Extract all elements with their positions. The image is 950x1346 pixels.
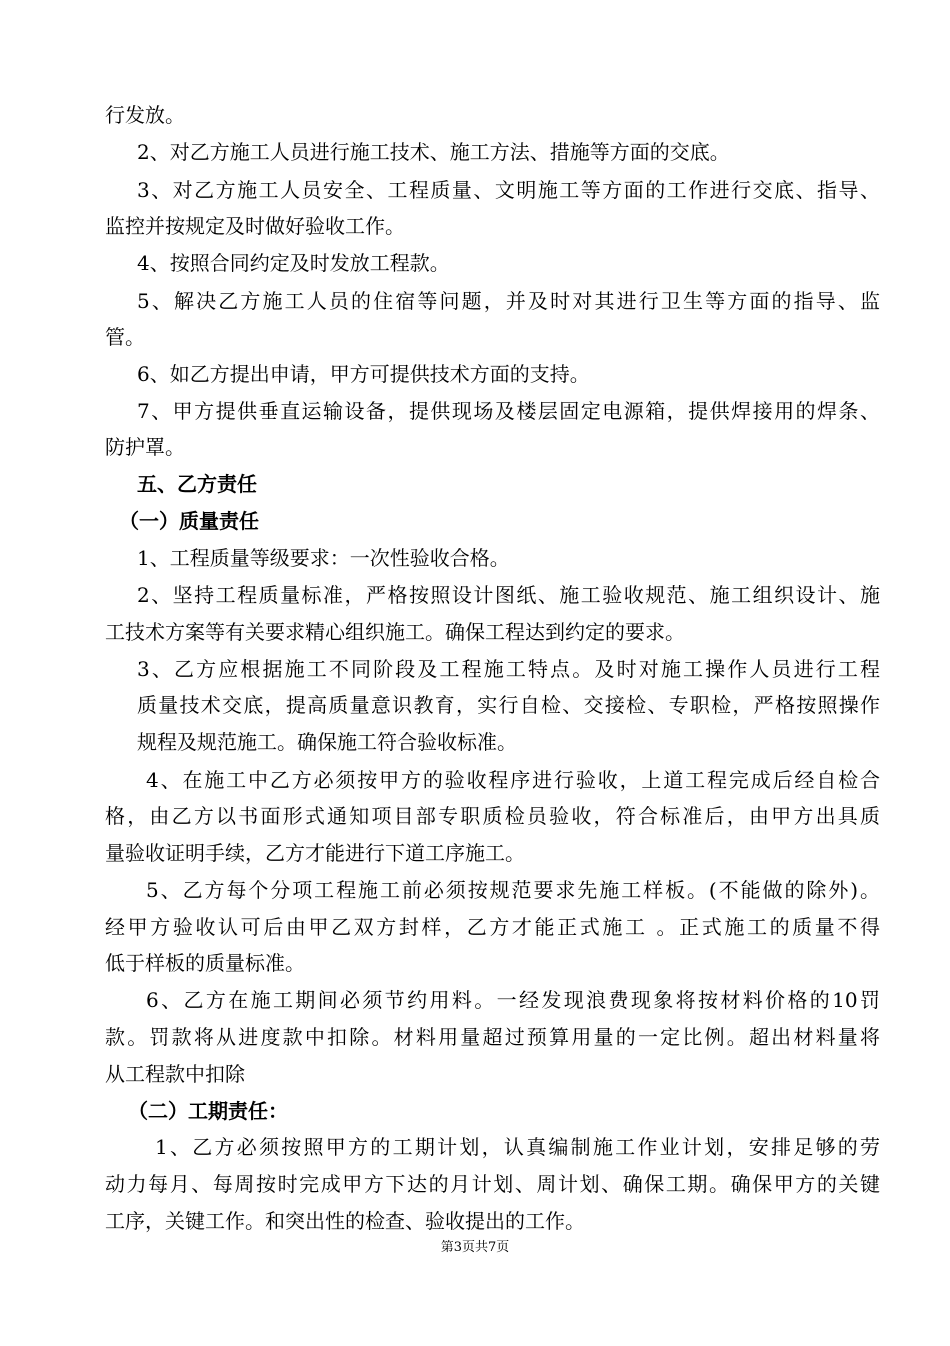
paragraph-line: 量验收证明手续，乙方才能进行下道工序施工。: [105, 841, 525, 865]
paragraph-line: 4、按照合同约定及时发放工程款。: [137, 251, 450, 275]
paragraph-line: 格，由乙方以书面形式通知项目部专职质检员验收，符合标准后，由甲方出具质: [105, 804, 880, 828]
page-number-footer: 第3页共7页: [440, 1240, 510, 1255]
paragraph-line: 动力每月、每周按时完成甲方下达的月计划、周计划、确保工期。确保甲方的关键: [105, 1172, 880, 1196]
section-heading: 五、乙方责任: [137, 472, 257, 496]
subsection-heading: （二）工期责任：: [128, 1099, 288, 1123]
paragraph-line: 4、在施工中乙方必须按甲方的验收程序进行验收，上道工程完成后经自检合: [146, 768, 880, 792]
paragraph-line: 2、坚持工程质量标准，严格按照设计图纸、施工验收规范、施工组织设计、施: [137, 583, 880, 607]
paragraph-line: 从工程款中扣除: [105, 1062, 245, 1086]
paragraph-line: 6、如乙方提出申请，甲方可提供技术方面的支持。: [137, 362, 590, 386]
paragraph-line: 1、工程质量等级要求：一次性验收合格。: [137, 546, 510, 570]
subsection-heading: （一）质量责任: [119, 509, 259, 533]
paragraph-line: 5、解决乙方施工人员的住宿等问题，并及时对其进行卫生等方面的指导、监: [137, 289, 880, 313]
paragraph-line: 6、乙方在施工期间必须节约用料。一经发现浪费现象将按材料价格的10罚: [146, 988, 880, 1012]
paragraph-line: 经甲方验收认可后由甲乙双方封样，乙方才能正式施工 。正式施工的质量不得: [105, 915, 880, 939]
paragraph-line: 2、对乙方施工人员进行施工技术、施工方法、措施等方面的交底。: [137, 140, 730, 164]
paragraph-line: 3、乙方应根据施工不同阶段及工程施工特点。及时对施工操作人员进行工程: [137, 657, 880, 681]
paragraph-line: 防护罩。: [105, 435, 185, 459]
paragraph-line: 行发放。: [105, 103, 185, 127]
paragraph-line: 低于样板的质量标准。: [105, 951, 305, 975]
paragraph-line: 7、甲方提供垂直运输设备，提供现场及楼层固定电源箱，提供焊接用的焊条、: [137, 399, 880, 423]
paragraph-line: 监控并按规定及时做好验收工作。: [105, 214, 405, 238]
paragraph-line: 质量技术交底，提高质量意识教育，实行自检、交接检、专职检，严格按照操作: [137, 693, 880, 717]
paragraph-line: 1、乙方必须按照甲方的工期计划，认真编制施工作业计划，安排足够的劳: [155, 1135, 880, 1159]
paragraph-line: 款。罚款将从进度款中扣除。材料用量超过预算用量的一定比例。超出材料量将: [105, 1025, 880, 1049]
paragraph-line: 工序，关键工作。和突出性的检查、验收提出的工作。: [105, 1209, 585, 1233]
paragraph-line: 工技术方案等有关要求精心组织施工。确保工程达到约定的要求。: [105, 620, 685, 644]
paragraph-line: 管。: [105, 325, 145, 349]
paragraph-line: 规程及规范施工。确保施工符合验收标准。: [137, 730, 517, 754]
paragraph-line: 3、对乙方施工人员安全、工程质量、文明施工等方面的工作进行交底、指导、: [137, 178, 880, 202]
paragraph-line: 5、乙方每个分项工程施工前必须按规范要求先施工样板。(不能做的除外)。: [146, 878, 880, 902]
